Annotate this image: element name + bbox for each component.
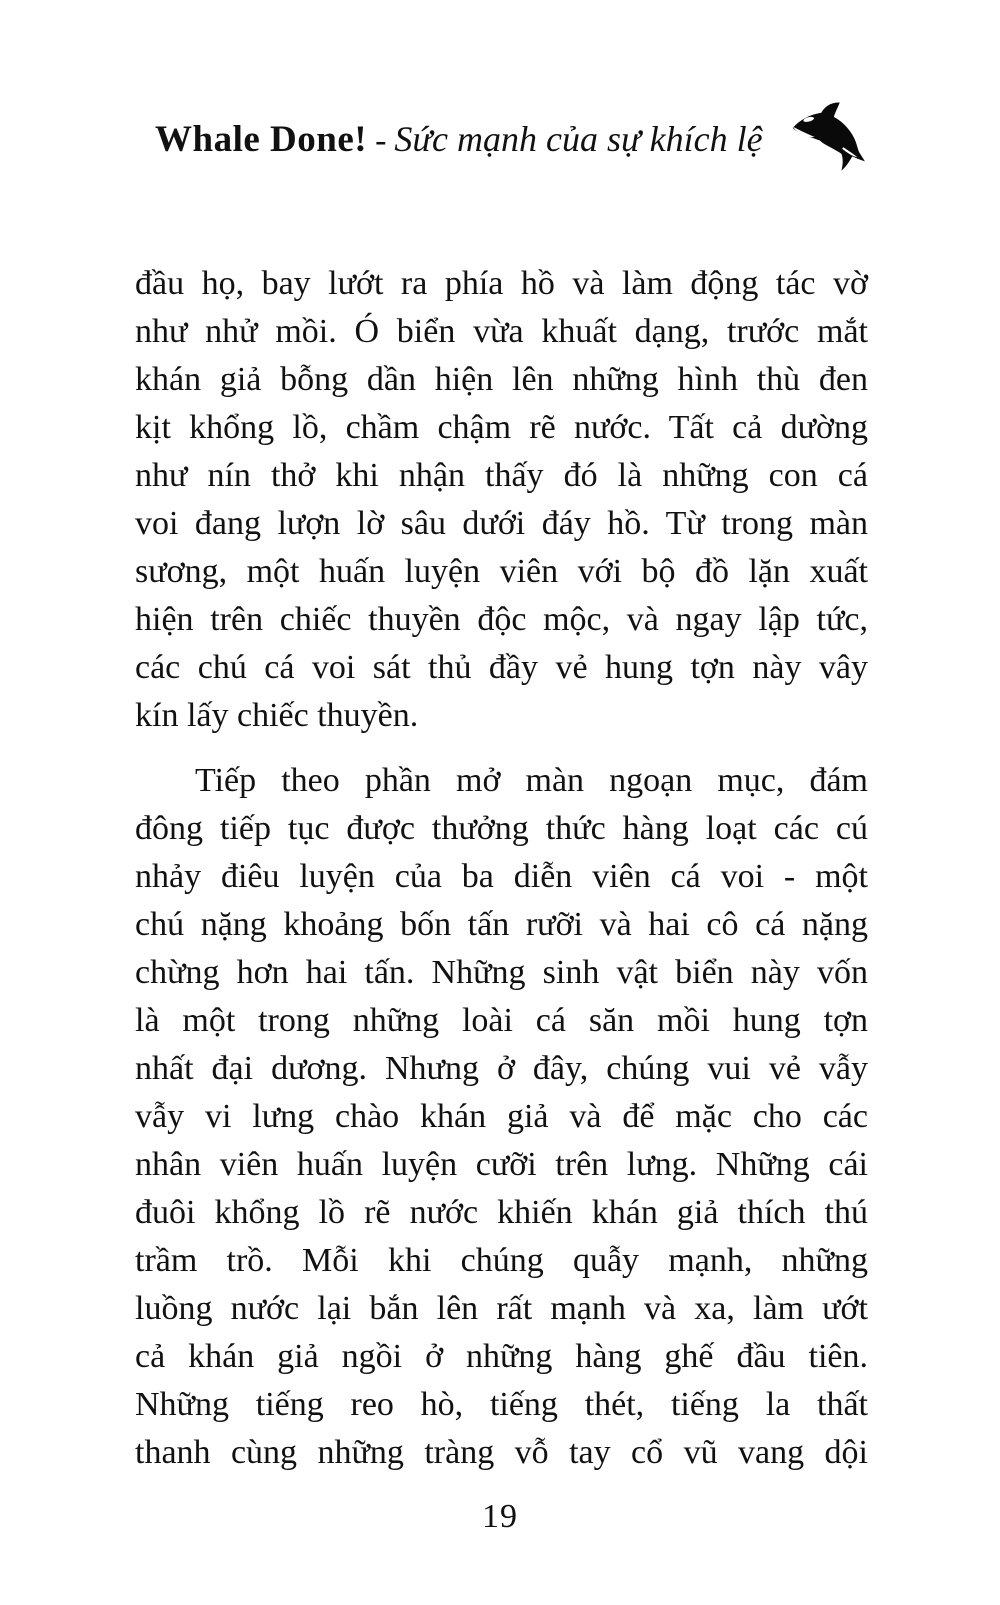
text-line: đầu họ, bay lướt ra phía hồ và làm động tác vờ bbox=[135, 265, 868, 302]
text-line: kịt khổng lồ, chầm chậm rẽ nước. Tất cả dường bbox=[135, 409, 868, 446]
page-header bbox=[155, 118, 875, 161]
text-line: trầm trồ. Mỗi khi chúng quẫy mạnh, những bbox=[135, 1242, 868, 1279]
text-line: nhân viên huấn luyện cưỡi trên lưng. Những cái bbox=[135, 1146, 868, 1183]
page-footer bbox=[0, 1498, 1000, 1536]
text-line: là một trong những loài cá săn mồi hung tợn bbox=[135, 1002, 868, 1039]
paragraph bbox=[135, 757, 868, 1477]
text-line: đông tiếp tục được thưởng thức hàng loạt các cú bbox=[135, 810, 868, 847]
book-subtitle: Sức mạnh của sự khích lệ bbox=[394, 119, 763, 159]
text-line: các chú cá voi sát thủ đầy vẻ hung tợn này vây bbox=[135, 649, 868, 686]
book-title: Whale Done! bbox=[155, 119, 368, 160]
text-line: đuôi khổng lồ rẽ nước khiến khán giả thích thú bbox=[135, 1194, 868, 1231]
text-line: kín lấy chiếc thuyền. bbox=[135, 697, 419, 734]
text-line: như nhử mồi. Ó biển vừa khuất dạng, trước mắt bbox=[135, 313, 868, 350]
text-line: chừng hơn hai tấn. Những sinh vật biển này vốn bbox=[135, 954, 868, 991]
text-line: chú nặng khoảng bốn tấn rưỡi và hai cô cá nặng bbox=[135, 906, 868, 943]
text-line: như nín thở khi nhận thấy đó là những con cá bbox=[135, 457, 868, 494]
text-line: hiện trên chiếc thuyền độc mộc, và ngay lập tức, bbox=[135, 601, 868, 638]
text-line: nhất đại dương. Nhưng ở đây, chúng vui vẻ vẫy bbox=[135, 1050, 868, 1087]
page-number: 19 bbox=[482, 1498, 518, 1535]
title-separator: - bbox=[375, 122, 387, 159]
orca-whale-icon bbox=[786, 100, 870, 180]
paragraphs-container bbox=[135, 260, 868, 1477]
text-line: Những tiếng reo hò, tiếng thét, tiếng la thất bbox=[135, 1386, 868, 1423]
text-line: Tiếp theo phần mở màn ngoạn mục, đám bbox=[195, 762, 868, 799]
text-line: sương, một huấn luyện viên với bộ đồ lặn xuất bbox=[135, 553, 868, 590]
text-line: vẫy vi lưng chào khán giả và để mặc cho các bbox=[135, 1098, 868, 1135]
paragraph bbox=[135, 260, 868, 740]
text-line: khán giả bỗng dần hiện lên những hình thù đen bbox=[135, 361, 868, 398]
page-body bbox=[135, 260, 868, 1477]
text-line: thanh cùng những tràng vỗ tay cổ vũ vang dội bbox=[135, 1434, 868, 1471]
text-line: nhảy điêu luyện của ba diễn viên cá voi - một bbox=[135, 858, 868, 895]
text-line: luồng nước lại bắn lên rất mạnh và xa, làm ướt bbox=[135, 1290, 868, 1327]
text-line: cả khán giả ngồi ở những hàng ghế đầu tiên. bbox=[135, 1338, 868, 1375]
text-line: voi đang lượn lờ sâu dưới đáy hồ. Từ trong màn bbox=[135, 505, 868, 542]
